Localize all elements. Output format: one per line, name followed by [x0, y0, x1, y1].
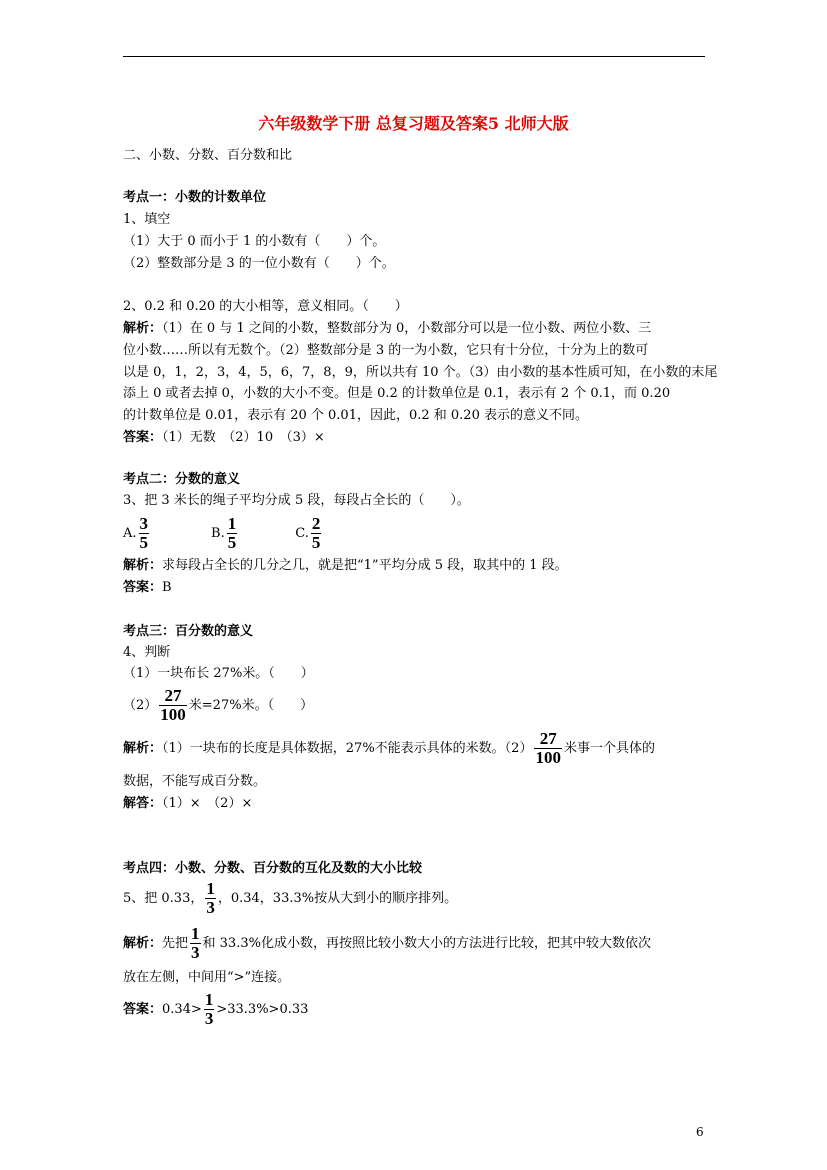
k1-analysis-line-4: 添上 0 或者去掉 0，小数的大小不变。但是 0.2 的计数单位是 0.1，表示有 2 个 0.1，而 0.20: [123, 386, 671, 401]
q1-part-b: （2）整数部分是 3 的一位小数有（ ）个。: [123, 256, 395, 271]
fraction: $\frac{2}{5}$: [311, 514, 321, 552]
k2-analysis: [123, 556, 568, 576]
k4-answer: 答案：0.34> $\frac{1}{3}$ >33.3%>0.33: [123, 990, 309, 1028]
answer-label: 解答：: [123, 796, 163, 811]
header-rule: [123, 56, 705, 57]
option-c: C. $\frac{2}{5}$: [295, 514, 321, 552]
q4-part-a: （1）一块布长 27%米。（ ）: [123, 666, 314, 681]
k4-heading: 考点四：小数、分数、百分数的互化及数的大小比较: [123, 861, 423, 876]
k1-analysis-line-3: 以是 0，1，2，3，4，5，6，7，8，9，所以共有 10 个。（3）由小数的基本性质可知，在小数的末尾: [123, 365, 718, 380]
section-heading: 二、小数、分数、百分数和比: [123, 148, 293, 163]
option-a: A. $\frac{3}{5}$: [123, 514, 149, 552]
fraction: $\frac{3}{5}$: [139, 514, 149, 552]
answer-text: （1）无数 （2）10 （3）×: [162, 430, 325, 445]
answer-label: 答案：: [123, 1002, 163, 1017]
analysis-label: 解析：: [123, 936, 163, 951]
k1-answer: [123, 428, 325, 448]
k4-analysis-line-2: 放在左侧，中间用“>”连接。: [123, 970, 291, 985]
k1-analysis-line-5: 的计数单位是 0.01，表示有 20 个 0.01，因此，0.2 和 0.20 表示的意义不同。: [123, 408, 588, 423]
q1-part-a: （1）大于 0 而小于 1 的小数有（ ）个。: [123, 234, 386, 249]
analysis-label: 解析：: [123, 321, 163, 336]
k2-heading: 考点二：分数的意义: [123, 472, 241, 487]
q5-text: 5、把 0.33， $\frac{1}{3}$ ，0.34，33.3%按从大到小的顺序排列。: [123, 879, 458, 917]
answer-label: 答案：: [123, 580, 163, 595]
fraction: $\frac{1}{3}$: [191, 924, 200, 962]
fraction: $\frac{27}{100}$: [160, 686, 186, 724]
q3-options: [123, 514, 323, 554]
analysis-text: （1）在 0 与 1 之间的小数，整数部分为 0，小数部分可以是一位小数、两位小数、三: [162, 321, 652, 336]
q4-title: 4、判断: [123, 645, 171, 660]
k1-analysis-line-2: 位小数……所以有无数个。（2）整数部分是 3 的一为小数，它只有十分位，十分为上的数可: [123, 343, 649, 358]
fraction: $\frac{1}{5}$: [227, 514, 237, 552]
k3-analysis-line-2: 数据，不能写成百分数。: [123, 774, 267, 789]
k1-heading: 考点一：小数的计数单位: [123, 190, 267, 205]
k3-heading: 考点三：百分数的意义: [123, 624, 254, 639]
option-b: B. $\frac{1}{5}$: [211, 514, 237, 552]
k4-analysis-line-1: 解析：先把 $\frac{1}{3}$ 和 33.3%化成小数，再按照比较小数大小的方法进行比较，把其中较大数依次: [123, 924, 651, 962]
k3-analysis-line-1: 解析：（1）一块布的长度是具体数据，27%不能表示具体的米数。（2） $\frac{27}{100}$ 米事一个具体的: [123, 729, 655, 767]
page-title: 六年级数学下册 总复习题及答案5 北师大版: [258, 114, 569, 133]
k2-answer: [123, 578, 172, 598]
fraction: $\frac{1}{3}$: [206, 879, 215, 917]
fraction: $\frac{27}{100}$: [535, 729, 561, 767]
fraction: $\frac{1}{3}$: [204, 990, 214, 1028]
q2-text: 2、0.2 和 0.20 的大小相等，意义相同。（ ）: [123, 299, 408, 314]
q1-title: 1、填空: [123, 212, 171, 227]
answer-text: （1）× （2）×: [162, 796, 253, 811]
answer-text: B: [162, 580, 172, 595]
q3-text: 3、把 3 米长的绳子平均分成 5 段，每段占全长的（ ）。: [123, 493, 470, 508]
q4-part-b: （2） $\frac{27}{100}$ 米=27%米。（ ）: [123, 686, 314, 724]
k3-answer: [123, 794, 252, 814]
analysis-label: 解析：: [123, 741, 163, 756]
analysis-text: 求每段占全长的几分之几，就是把“1”平均分成 5 段，取其中的 1 段。: [162, 558, 568, 573]
page-number: 6: [696, 1125, 704, 1139]
analysis-label: 解析：: [123, 558, 163, 573]
answer-label: 答案：: [123, 430, 163, 445]
k1-analysis-line-1: [123, 319, 651, 339]
